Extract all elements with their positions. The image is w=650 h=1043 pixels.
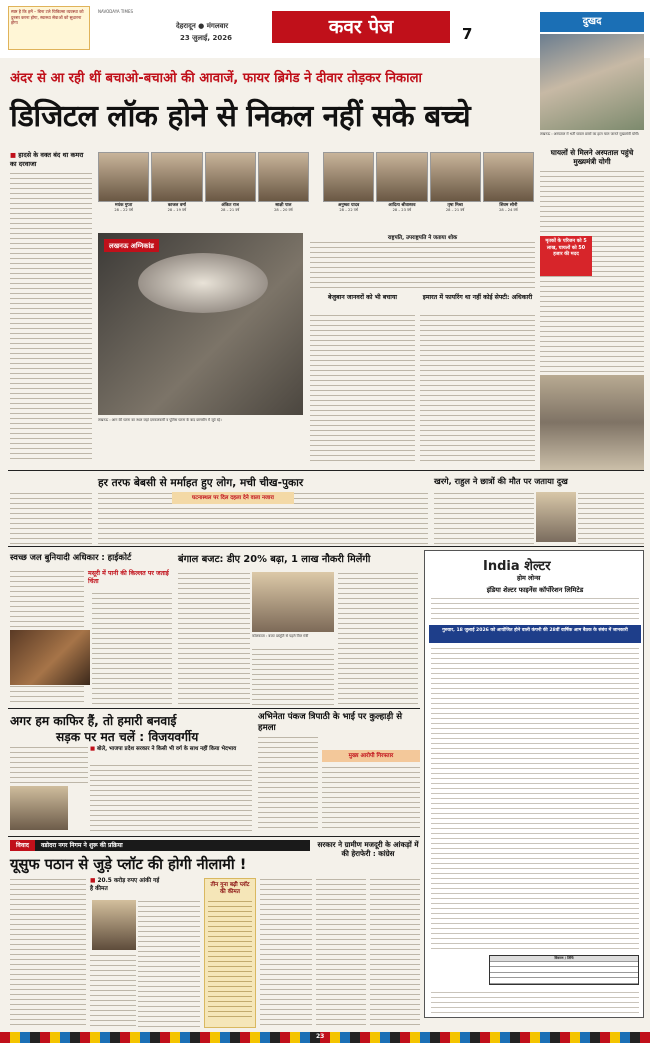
ad-signoff [431, 991, 639, 1013]
pankaj-body-2 [322, 766, 420, 832]
page-number: 7 [462, 25, 473, 43]
victim-card [483, 152, 534, 230]
lead-kicker: अंदर से आ रही थीं बचाओ-बचाओ की आवाजें, फायर ब्रिगेड ने दीवार तोड़कर निकाला [10, 71, 422, 86]
divider [8, 470, 644, 471]
masthead-note: स्पष्ट है कि हमें – बिना टले चिकित्सा व्यवस्था को दुरुस्त करना होगा, स्वास्थ्य सेवाओं को सुधारना होगा [8, 6, 90, 50]
victim-age: 28 – 21 वर्ष [220, 208, 240, 212]
ad-table [489, 955, 639, 985]
vijay-headline-1: अगर हम काफिर हैं, तो हमारी बनवाई [10, 714, 177, 728]
victim-card [376, 152, 427, 230]
yusuf-body-1 [10, 878, 86, 1028]
president-head: राष्ट्रपति, उपराष्ट्रपति ने जताया शोक [387, 235, 458, 241]
president-body [310, 241, 535, 289]
victim-age: 28 – 23 वर्ष [392, 208, 412, 212]
ad-brand-sub: होम लोन्स [517, 574, 541, 582]
india-shelter-ad [424, 550, 644, 1018]
bengal-photo [252, 572, 334, 632]
victims-strip [98, 152, 534, 230]
yusuf-tag-2: वडोदरा नगर निगम ने शुरू की प्रक्रिया [40, 842, 123, 849]
victim-photo [323, 152, 374, 202]
victim-age: 28 – 22 वर्ष [114, 208, 133, 212]
lead-side-head: ■ हादसे के वक्त बंद था कमरा का दरवाजा [10, 151, 84, 168]
pullquote: घटनास्थल पर दिल दहला देने वाला नजारा [172, 492, 294, 504]
victim-age: 28 – 20 वर्ष [274, 208, 293, 212]
vijay-body-1 [10, 746, 88, 784]
building-body [420, 314, 535, 464]
victim-name: अंकित राज [221, 203, 239, 208]
fire-photo [98, 233, 303, 415]
sarkar-headline: सरकार ने ग्रामीण मजदूरी के आंकड़ों में की हेराफेरी : कांग्रेस [317, 840, 419, 859]
pankaj-tag: मुख्य आरोपी गिरफ्तार [322, 750, 420, 762]
pankaj-headline: अभिनेता पंकज त्रिपाठी के भाई पर कुल्हाड़ी से हमला [258, 712, 403, 733]
hc-headline: स्वच्छ जल बुनियादी अधिकार : हाईकोर्ट [10, 552, 132, 562]
victim-photo [376, 152, 427, 202]
victim-photo [483, 152, 534, 202]
yusuf-photo [92, 900, 136, 950]
fire-photo-caption: लखनऊ : आग की घटना का स्थल जहां दमकलकर्मी व पुलिस घटना के बाद छानबीन में जुटे रहे। [98, 418, 222, 422]
divider [8, 546, 644, 547]
victim-name: आदित्य श्रीवास्तव [388, 203, 416, 208]
rescue-head: बेजुबान जानवरों को भी बचाया [327, 294, 398, 301]
victim-card [205, 152, 256, 230]
lead-headline: डिजिटल लॉक होने से निकल नहीं सके बच्चे [10, 99, 471, 134]
building-head: इमारत में फायरिंग था नहीं कोई सेफ्टी: अधिकारी [422, 294, 533, 301]
lead-side-body [10, 172, 92, 462]
yusuf-box-1: ■ 20.5 करोड़ रुपए आंकी गई है कीमत [90, 878, 160, 892]
yusuf-tag: विवाद [10, 840, 35, 851]
vijay-kicker: ■ बोले, भाजपा प्रदेश सरकार ने किसी भी वर्ग के साथ नहीं किया भेदभाव [90, 746, 237, 752]
bengal-body-2 [252, 648, 334, 706]
ad-address [431, 597, 639, 623]
divider [8, 836, 420, 837]
victim-name: मयंक गुप्ता [115, 203, 133, 208]
gavel-photo [10, 630, 90, 685]
vijay-headline-2: सड़क पर मत चलें : विजयवर्गीय [56, 730, 199, 744]
right-tag: दुखद [540, 12, 644, 32]
yusuf-box-2 [204, 878, 256, 1028]
victim-photo [151, 152, 202, 202]
rahul-body [434, 492, 534, 544]
ad-table-head: विवरण / तिथि [490, 956, 638, 961]
victim-photo [430, 152, 481, 202]
victim-photo [98, 152, 149, 202]
masthead-date: 23 जुलाई, 2026 [180, 34, 232, 42]
footer-number: 23 [316, 1033, 325, 1040]
victim-name: तृषा मिश्रा [447, 203, 463, 208]
bengal-body-1 [178, 572, 250, 706]
fire-photo-tag: लखनऊ अग्निकांड [104, 239, 159, 252]
yusuf-headline: यूसुफ पठान से जुड़े प्लॉट की होगी नीलामी ! [10, 856, 247, 873]
victim-card [258, 152, 309, 230]
yusuf-body-2 [138, 900, 200, 1028]
masthead-paper: NAVODAYA TIMES [98, 9, 134, 14]
victim-age: 28 – 24 वर्ष [499, 208, 518, 212]
section-banner: कवर पेज [272, 11, 450, 43]
yusuf-tag-bar [10, 840, 310, 851]
bengal-body-3 [338, 572, 418, 706]
rahul-headline: खरगे, राहुल ने छात्रों की मौत पर जताया दुख [434, 476, 568, 486]
victim-name: साक्षी पाल [275, 203, 292, 208]
victim-age: 28 – 19 वर्ष [167, 208, 187, 212]
yusuf-box-2-body [208, 900, 252, 1018]
kharge-rahul-photo [536, 492, 576, 542]
cm-bottom-photo [540, 375, 644, 470]
second-headline: हर तरफ बेबसी से मर्माहत हुए लोग, मची चीख-पुकार [98, 477, 304, 489]
ad-company: इंडिया शेल्टर फाइनेंस कॉर्पोरेशन लिमिटेड [486, 586, 584, 594]
vijay-photo [10, 786, 68, 830]
hc-body-right [92, 592, 172, 706]
second-body-left [10, 492, 92, 544]
victim-age: 28 – 21 वर्ष [445, 208, 465, 212]
victim-card [151, 152, 202, 230]
pankaj-body-1 [258, 736, 318, 832]
rescue-body [310, 314, 415, 464]
cm-photo-caption: लखनऊ : अस्पताल में भर्ती घायल छात्रों का हाल चाल जानते मुख्यमंत्री योगी। [540, 132, 640, 136]
victim-age: 28 – 22 वर्ष [339, 208, 358, 212]
yusuf-body-3 [90, 954, 136, 1028]
victim-card [430, 152, 481, 230]
smoke [138, 253, 268, 313]
ad-notice-bar: गुरुवार, 18 जुलाई 2026 को आयोजित होने वाली कंपनी की 28वीं वार्षिक आम बैठक के संबंध में जानकारी [429, 625, 641, 643]
sarkar-body-1 [316, 878, 366, 1028]
hc-subhead: मसूरी में पानी की किल्लत पर जताई चिंता [88, 570, 169, 585]
cm-hospital-photo [540, 34, 644, 130]
cm-headline: घायलों से मिलने अस्पताल पहुंचे मुख्यमंत्री योगी [550, 148, 634, 166]
victim-card [98, 152, 149, 230]
footer-bar [0, 1032, 650, 1043]
victim-name: अनुष्का यादव [337, 203, 360, 208]
victim-card [323, 152, 374, 230]
yusuf-box-2-title: तीन गुना बढ़ी प्लॉट की कीमत [210, 882, 250, 895]
victim-name: काजल वर्मा [167, 203, 186, 208]
victim-photo [205, 152, 256, 202]
divider [8, 708, 420, 709]
ad-brand: India शेल्टर [483, 559, 551, 574]
sarkar-body-2 [370, 878, 420, 1028]
cm-highlight-box: मृतकों के परिजन को 5 लाख, घायलों को 50 हजार की मदद [540, 236, 592, 276]
yusuf-body-4 [260, 878, 312, 1028]
bengal-caption: कोलकाता : बजट प्रस्तुति से पहले वित्त मंत्री [252, 634, 309, 638]
rahul-body-right [578, 492, 644, 544]
bengal-headline: बंगाल बजट: डीए 20% बढ़ा, 1 लाख नौकरी मिलेंगी [178, 554, 371, 565]
vijay-body-2 [90, 764, 252, 832]
masthead-edition: देहरादून ● मंगलवार [176, 22, 229, 30]
victim-photo [258, 152, 309, 202]
victim-name: शिवम सोनी [499, 203, 518, 208]
ad-body [431, 647, 639, 951]
